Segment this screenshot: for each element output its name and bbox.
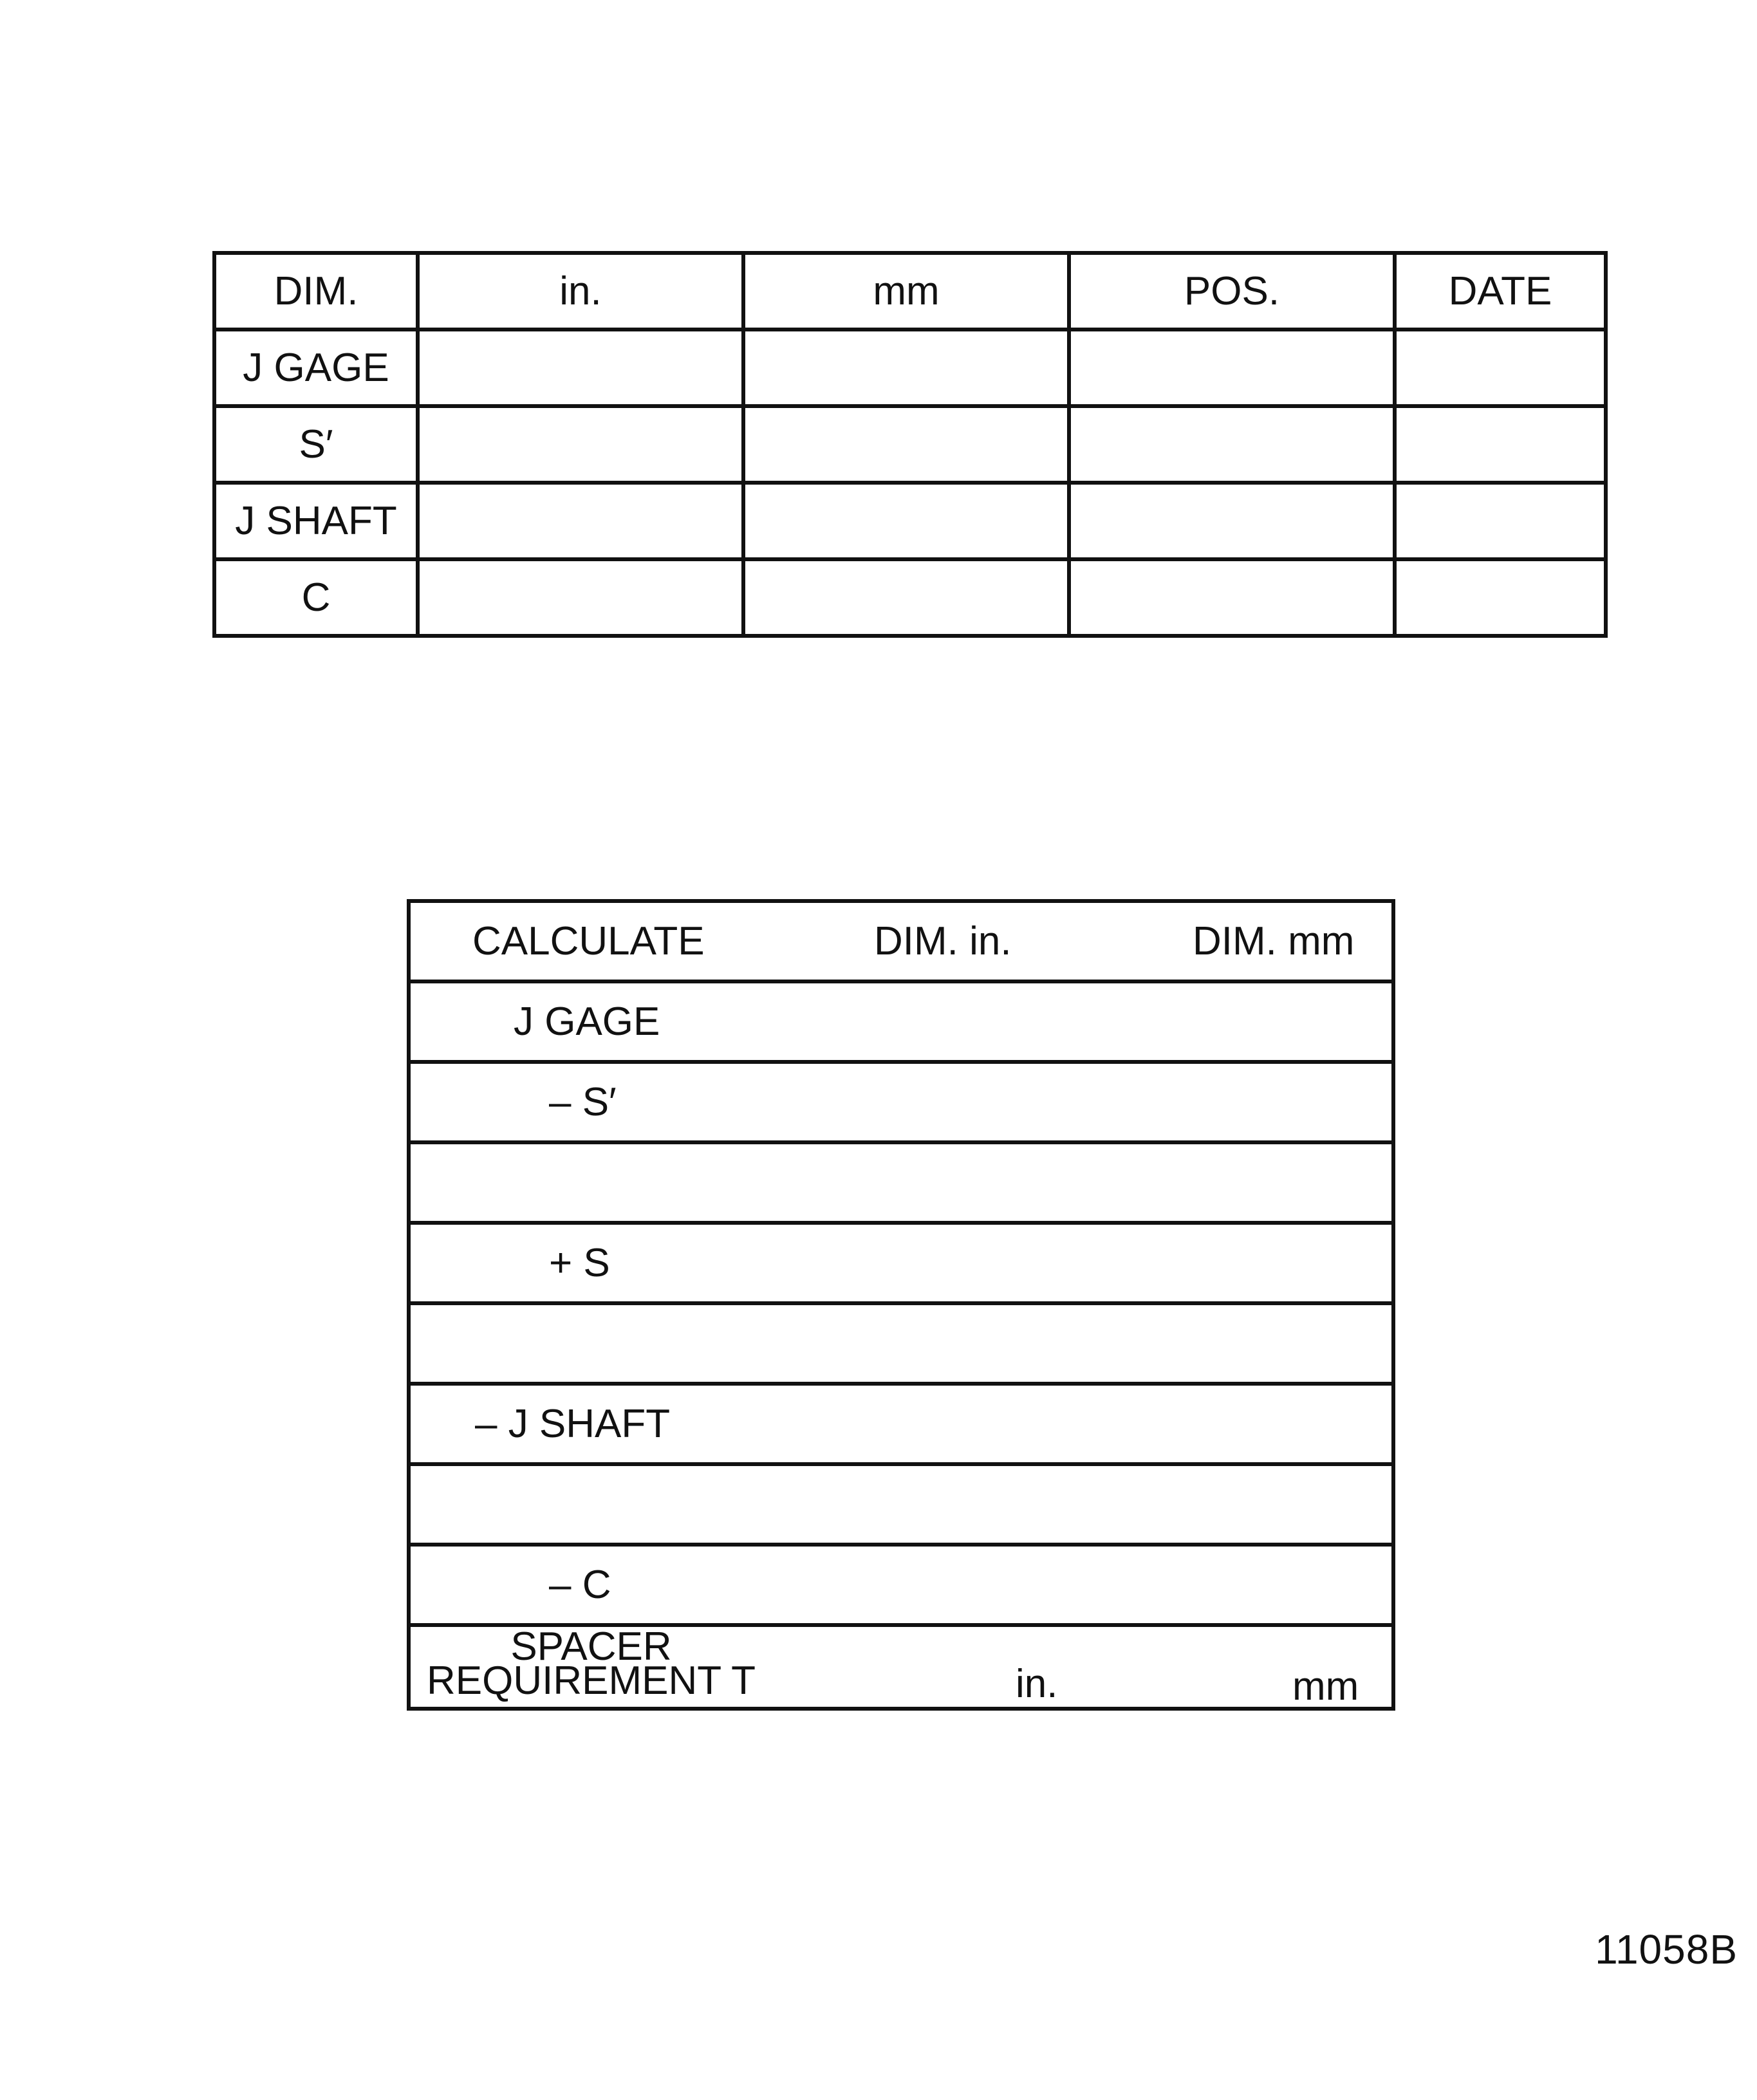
j-shaft-pos-cell[interactable] — [1069, 483, 1395, 559]
calc-row-minus-c — [411, 1547, 1391, 1627]
spacer-requirement-label — [427, 1624, 756, 1704]
calc-row-j-gage — [411, 983, 1391, 1064]
s-prime-in-cell[interactable] — [418, 406, 743, 483]
c-date-cell[interactable] — [1395, 559, 1606, 636]
calc-j-gage-mm-field[interactable] — [1151, 983, 1389, 1060]
calc-j-gage-in-field[interactable] — [861, 983, 1144, 1060]
calc-label-plus-s: + S — [549, 1240, 610, 1285]
calc-c-mm-field[interactable] — [1151, 1547, 1389, 1623]
spacer-in-field[interactable] — [861, 1627, 1144, 1707]
header-dim-in: DIM. in. — [874, 918, 1012, 963]
header-in: in. — [418, 253, 743, 330]
calc-subtotal-2-mm-field[interactable] — [1151, 1305, 1389, 1382]
calc-s-mm-field[interactable] — [1151, 1225, 1389, 1301]
calc-label-minus-j-shaft: – J SHAFT — [475, 1401, 671, 1446]
measurement-header-row — [214, 253, 1606, 330]
header-date: DATE — [1395, 253, 1606, 330]
calc-subtotal-2-in-field[interactable] — [861, 1305, 1144, 1382]
j-shaft-mm-cell[interactable] — [743, 483, 1069, 559]
spacer-label-line2: REQUIREMENT T — [427, 1659, 756, 1704]
calc-subtotal-1-in-field[interactable] — [861, 1144, 1144, 1221]
header-dim: DIM. — [214, 253, 418, 330]
row-label-s-prime: S′ — [214, 406, 418, 483]
calc-row-minus-j-shaft — [411, 1386, 1391, 1466]
calc-s-prime-mm-field[interactable] — [1151, 1064, 1389, 1140]
c-in-cell[interactable] — [418, 559, 743, 636]
calc-label-minus-c: – C — [549, 1562, 611, 1607]
calculation-header-row — [411, 903, 1391, 983]
header-calculate: CALCULATE — [472, 918, 705, 963]
measurement-row-j-gage — [214, 330, 1606, 406]
j-gage-in-cell[interactable] — [418, 330, 743, 406]
measurement-row-s-prime — [214, 406, 1606, 483]
calc-row-subtotal-1 — [411, 1144, 1391, 1225]
calc-subtotal-3-in-field[interactable] — [861, 1466, 1144, 1543]
header-pos: POS. — [1069, 253, 1395, 330]
calc-j-shaft-in-field[interactable] — [861, 1386, 1144, 1462]
s-prime-date-cell[interactable] — [1395, 406, 1606, 483]
calc-s-in-field[interactable] — [861, 1225, 1144, 1301]
calc-label-minus-s-prime: – S′ — [549, 1079, 617, 1124]
calc-row-spacer-requirement — [411, 1624, 1391, 1709]
row-label-j-gage: J GAGE — [214, 330, 418, 406]
j-gage-date-cell[interactable] — [1395, 330, 1606, 406]
spacer-unit-in: in. — [1016, 1662, 1058, 1706]
spacer-label-line1: SPACER — [510, 1624, 672, 1669]
calc-s-prime-in-field[interactable] — [861, 1064, 1144, 1140]
header-dim-mm: DIM. mm — [1193, 918, 1355, 963]
calc-row-subtotal-2 — [411, 1305, 1391, 1386]
calc-subtotal-1-mm-field[interactable] — [1151, 1144, 1389, 1221]
j-shaft-date-cell[interactable] — [1395, 483, 1606, 559]
row-label-j-shaft: J SHAFT — [214, 483, 418, 559]
calc-row-minus-s-prime — [411, 1064, 1391, 1144]
j-gage-mm-cell[interactable] — [743, 330, 1069, 406]
j-gage-pos-cell[interactable] — [1069, 330, 1395, 406]
calc-label-j-gage: J GAGE — [514, 999, 660, 1044]
s-prime-pos-cell[interactable] — [1069, 406, 1395, 483]
calc-row-plus-s — [411, 1225, 1391, 1305]
header-mm: mm — [743, 253, 1069, 330]
s-prime-mm-cell[interactable] — [743, 406, 1069, 483]
calc-c-in-field[interactable] — [861, 1547, 1144, 1623]
spacer-unit-mm: mm — [1292, 1664, 1359, 1709]
figure-id: 11058B — [1595, 1926, 1738, 1973]
row-label-c: C — [214, 559, 418, 636]
calculation-table — [407, 899, 1395, 1711]
j-shaft-in-cell[interactable] — [418, 483, 743, 559]
c-mm-cell[interactable] — [743, 559, 1069, 636]
c-pos-cell[interactable] — [1069, 559, 1395, 636]
measurement-table — [212, 251, 1608, 638]
calc-row-subtotal-3 — [411, 1466, 1391, 1547]
calc-j-shaft-mm-field[interactable] — [1151, 1386, 1389, 1462]
measurement-row-c — [214, 559, 1606, 636]
calc-subtotal-3-mm-field[interactable] — [1151, 1466, 1389, 1543]
measurement-row-j-shaft — [214, 483, 1606, 559]
